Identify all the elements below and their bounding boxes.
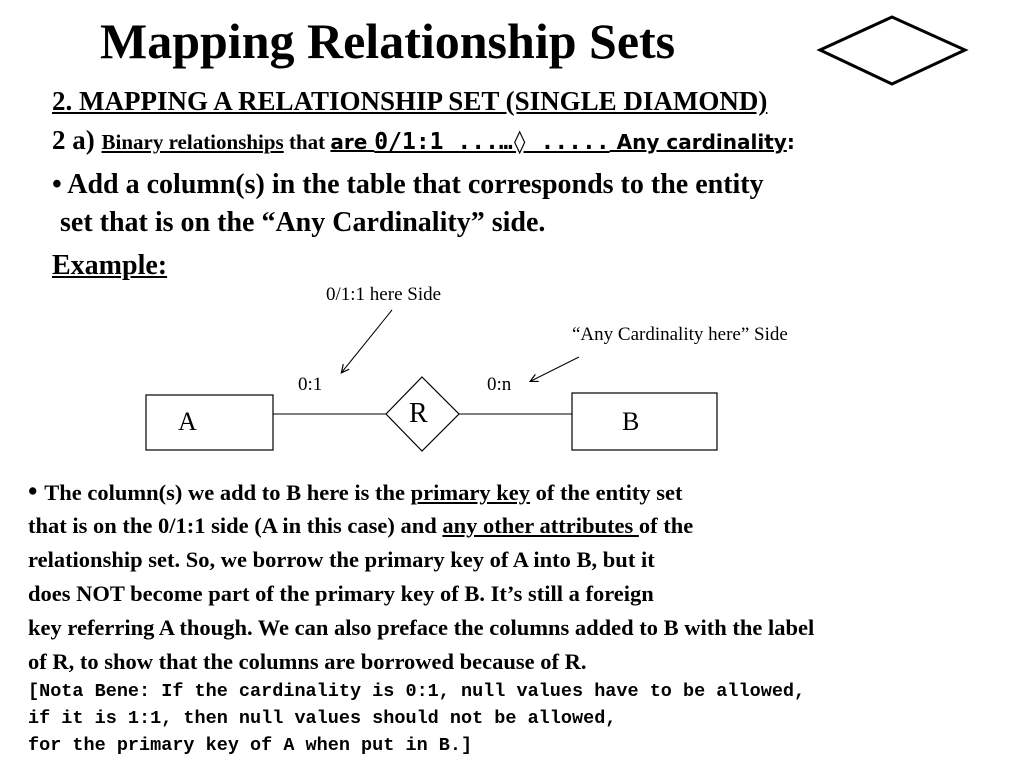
- entity-a-box: [146, 395, 273, 450]
- body-line-1-a: The column(s) we add to B here is the: [44, 480, 411, 505]
- subheading-card: 0/1:1: [374, 129, 444, 155]
- cardinality-right: 0:n: [487, 374, 512, 395]
- note-right-side: “Any Cardinality here” Side: [572, 324, 788, 345]
- nota-line-1: [Nota Bene: If the cardinality is 0:1, null values have to be allowed,: [28, 681, 806, 702]
- body-primary-key: primary key: [410, 480, 531, 505]
- body-line-1: [28, 474, 683, 510]
- body-line-5: key referring A though. We can also preface the columns added to B with the label: [28, 615, 815, 640]
- entity-a-label: A: [178, 407, 197, 436]
- body-line-4: does NOT become part of the primary key of B. It’s still a foreign: [28, 581, 654, 606]
- body-line-1-b: of the entity set: [530, 480, 683, 505]
- nota-line-3: for the primary key of A when put in B.]: [28, 735, 473, 756]
- subheading-sep: that: [283, 130, 331, 154]
- bullet-add-column: • Add a column(s) in the table that corresponds to the entity: [52, 169, 764, 200]
- relationship-label: R: [409, 398, 428, 429]
- body-other-attributes: any other attributes: [442, 513, 639, 538]
- subheading-link-binary: Binary relationships: [101, 130, 284, 154]
- diamond-icon: [820, 17, 965, 84]
- section-heading-text: 2. MAPPING A RELATIONSHIP SET (SINGLE DIAMOND): [52, 86, 768, 116]
- example-label: Example:: [52, 250, 168, 281]
- body-line-3: relationship set. So, we borrow the primary key of A into B, but it: [28, 547, 655, 572]
- page-title: Mapping Relationship Sets: [100, 13, 676, 69]
- bullet-add-column-cont: set that is on the “Any Cardinality” side.: [60, 207, 546, 238]
- body-line-2-b: of the: [638, 513, 694, 538]
- subheading: [52, 122, 795, 160]
- subheading-prefix: 2 a): [52, 125, 102, 155]
- subheading-are: are: [330, 130, 375, 154]
- entity-b-box: [572, 393, 717, 450]
- section-heading: [52, 84, 767, 118]
- subheading-dots: ...…◊ .....: [443, 129, 610, 155]
- cardinality-left: 0:1: [298, 374, 323, 395]
- body-line-6: of R, to show that the columns are borrowed because of R.: [28, 649, 587, 674]
- body-line-2-a: that is on the 0/1:1 side (A in this case) and: [28, 513, 443, 538]
- body-line-2: [28, 509, 693, 543]
- arrow-left-note: [342, 310, 392, 372]
- subheading-colon: :: [786, 130, 795, 154]
- entity-b-label: B: [622, 407, 640, 436]
- nota-line-2: if it is 1:1, then null values should not be allowed,: [28, 708, 617, 729]
- body-bullet: •: [28, 476, 45, 506]
- note-left-side: 0/1:1 here Side: [326, 284, 442, 305]
- arrow-right-note: [531, 357, 579, 381]
- subheading-any-cardinality: Any cardinality: [609, 130, 787, 154]
